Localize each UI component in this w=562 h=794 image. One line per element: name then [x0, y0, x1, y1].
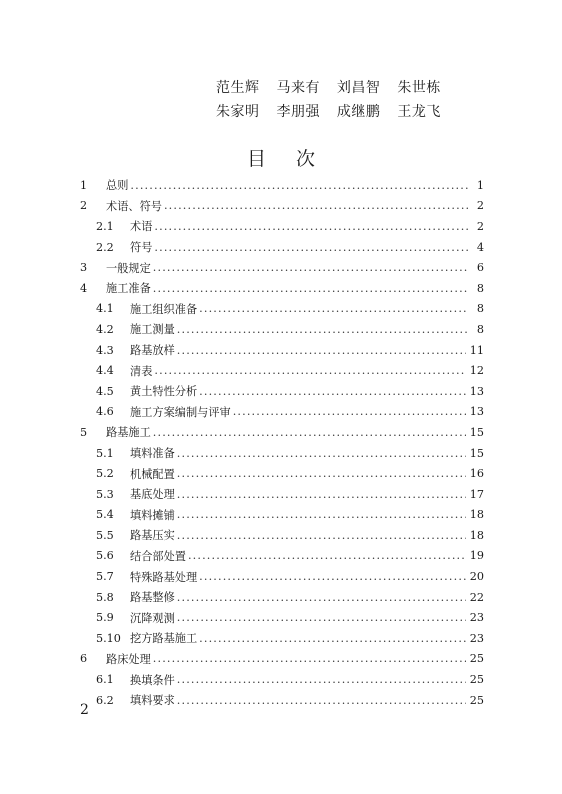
toc-entry-page: 23 — [469, 631, 484, 645]
toc-entry-number: 2.1 — [96, 219, 114, 233]
toc-entry-title: 填料要求 — [130, 694, 175, 708]
toc-entry-number: 5.10 — [96, 631, 121, 645]
author-name: 朱世栋 — [397, 80, 441, 96]
toc-entry[interactable] — [80, 278, 484, 299]
toc-entry-number: 6 — [80, 652, 88, 666]
toc-entry-number: 5.2 — [96, 467, 114, 481]
toc-leader-dots — [199, 632, 466, 645]
toc-entry-number: 3 — [80, 261, 88, 275]
toc-leader-dots — [177, 447, 466, 460]
toc-entry-title: 路基放样 — [130, 344, 175, 358]
toc-entry-title: 机械配置 — [130, 467, 175, 481]
toc-leader-dots — [177, 694, 466, 707]
toc-entry-title: 基底处理 — [130, 488, 175, 502]
toc-entry-page: 25 — [469, 673, 484, 687]
toc-leader-dots — [177, 591, 466, 604]
toc-leader-dots — [154, 220, 468, 233]
toc-entry-title: 沉降观测 — [130, 611, 175, 625]
toc-entry-title: 清表 — [130, 364, 153, 378]
toc-entry[interactable] — [80, 402, 484, 423]
toc-entry-page: 17 — [469, 487, 484, 501]
toc-entry-number: 4.3 — [96, 343, 114, 357]
toc-entry-number: 5.9 — [96, 611, 114, 625]
toc-entry-title: 路基压实 — [130, 529, 175, 543]
toc-entry-number: 5.7 — [96, 570, 114, 584]
author-name: 李朋强 — [276, 104, 320, 120]
author-line-2 — [216, 100, 453, 124]
toc-entry-number: 2.2 — [96, 240, 114, 254]
toc-entry-page: 20 — [469, 570, 484, 584]
toc-entry-page: 4 — [476, 240, 484, 254]
toc-entry-title: 一般规定 — [106, 261, 151, 275]
author-name: 范生辉 — [216, 80, 260, 96]
toc-entry-page: 8 — [476, 302, 484, 316]
toc-entry[interactable] — [80, 340, 484, 361]
toc-entry-title: 路基施工 — [106, 426, 151, 440]
toc-entry-number: 4.2 — [96, 322, 114, 336]
toc-entry-title: 术语 — [130, 220, 153, 234]
toc-entry-page: 2 — [476, 219, 484, 233]
toc-leader-dots — [177, 467, 466, 480]
page-number: 2 — [80, 702, 89, 718]
toc-leader-dots — [153, 282, 468, 295]
toc-entry[interactable] — [80, 360, 484, 381]
toc-leader-dots — [199, 570, 466, 583]
toc-entry-page: 6 — [476, 261, 484, 275]
toc-entry[interactable] — [80, 669, 484, 690]
toc-entry-title: 填料准备 — [130, 447, 175, 461]
toc-entry-page: 8 — [476, 281, 484, 295]
toc-entry-page: 12 — [469, 364, 484, 378]
toc-entry-number: 5.6 — [96, 549, 114, 563]
toc-entry-title: 总则 — [106, 179, 129, 193]
toc-leader-dots — [164, 199, 468, 212]
toc-leader-dots — [154, 241, 468, 254]
toc-leader-dots — [233, 405, 466, 418]
toc-leader-dots — [177, 508, 466, 521]
table-of-contents — [80, 175, 484, 710]
toc-leader-dots — [199, 302, 468, 315]
toc-entry-title: 施工方案编制与评审 — [130, 405, 231, 419]
author-name: 成继鹏 — [336, 104, 381, 120]
toc-entry-title: 换填条件 — [130, 673, 175, 687]
toc-entry-page: 15 — [469, 425, 484, 439]
toc-leader-dots — [154, 364, 465, 377]
toc-entry-title: 路床处理 — [106, 652, 151, 666]
toc-entry-title: 挖方路基施工 — [130, 632, 198, 646]
toc-leader-dots — [177, 529, 466, 542]
toc-entry-number: 4.4 — [96, 364, 114, 378]
toc-entry-page: 11 — [469, 343, 484, 357]
toc-entry-number: 5.8 — [96, 590, 114, 604]
toc-entry-number: 5 — [80, 425, 88, 439]
toc-entry-page: 23 — [469, 611, 484, 625]
toc-entry-page: 25 — [469, 693, 484, 707]
toc-entry-page: 15 — [469, 446, 484, 460]
toc-entry-number: 1 — [80, 178, 88, 192]
toc-entry[interactable] — [80, 505, 484, 526]
toc-entry[interactable] — [80, 216, 484, 237]
toc-entry-number: 5.1 — [96, 446, 114, 460]
toc-entry-number: 6.1 — [96, 673, 114, 687]
toc-entry-title: 结合部处置 — [130, 549, 186, 563]
author-name: 马来有 — [276, 80, 320, 96]
toc-leader-dots — [130, 179, 468, 192]
toc-entry-page: 8 — [476, 322, 484, 336]
toc-entry-page: 19 — [469, 549, 484, 563]
author-name: 刘昌智 — [336, 80, 381, 96]
toc-entry-page: 22 — [469, 590, 484, 604]
toc-leader-dots — [153, 261, 468, 274]
toc-entry[interactable] — [80, 484, 484, 505]
author-list — [216, 76, 453, 124]
toc-entry[interactable] — [80, 649, 484, 670]
toc-entry-number: 5.4 — [96, 508, 114, 522]
toc-entry-number: 4.1 — [96, 302, 114, 316]
toc-entry[interactable] — [80, 607, 484, 628]
toc-leader-dots — [153, 426, 466, 439]
toc-entry-title: 填料摊铺 — [130, 508, 175, 522]
toc-leader-dots — [153, 652, 466, 665]
toc-entry[interactable] — [80, 566, 484, 587]
toc-leader-dots — [177, 323, 468, 336]
toc-entry-title: 路基整修 — [130, 591, 175, 605]
toc-entry-number: 2 — [80, 199, 88, 213]
toc-entry[interactable] — [80, 299, 484, 320]
toc-entry[interactable] — [80, 546, 484, 567]
toc-entry-number: 4.6 — [96, 405, 114, 419]
toc-entry-title: 施工准备 — [106, 282, 151, 296]
toc-leader-dots — [188, 549, 466, 562]
toc-leader-dots — [177, 488, 466, 501]
toc-entry-page: 18 — [469, 508, 484, 522]
toc-entry-title: 施工测量 — [130, 323, 175, 337]
toc-entry[interactable] — [80, 443, 484, 464]
toc-entry[interactable] — [80, 628, 484, 649]
toc-entry-page: 18 — [469, 528, 484, 542]
toc-entry-page: 13 — [469, 405, 484, 419]
toc-entry[interactable] — [80, 257, 484, 278]
toc-entry[interactable] — [80, 525, 484, 546]
toc-entry-title: 黄土特性分析 — [130, 385, 198, 399]
toc-entry-title: 施工组织准备 — [130, 302, 198, 316]
toc-entry-page: 25 — [469, 652, 484, 666]
toc-leader-dots — [177, 673, 466, 686]
toc-entry[interactable] — [80, 237, 484, 258]
toc-leader-dots — [177, 344, 466, 357]
toc-entry-title: 特殊路基处理 — [130, 570, 198, 584]
toc-entry-number: 5.3 — [96, 487, 114, 501]
toc-leader-dots — [199, 385, 466, 398]
toc-title: 目 次 — [246, 148, 328, 170]
toc-entry-page: 2 — [476, 199, 484, 213]
toc-leader-dots — [177, 611, 466, 624]
toc-entry-number: 4.5 — [96, 384, 114, 398]
toc-entry[interactable] — [80, 422, 484, 443]
toc-entry-page: 16 — [469, 467, 484, 481]
toc-entry-title: 符号 — [130, 241, 153, 255]
author-line-1 — [216, 76, 453, 100]
toc-entry[interactable] — [80, 319, 484, 340]
toc-entry[interactable] — [80, 463, 484, 484]
author-name: 王龙飞 — [397, 104, 441, 120]
toc-entry[interactable] — [80, 690, 484, 711]
author-name: 朱家明 — [216, 104, 260, 120]
toc-entry-title: 术语、符号 — [106, 199, 162, 213]
toc-entry[interactable] — [80, 587, 484, 608]
toc-entry-number: 5.5 — [96, 528, 114, 542]
toc-entry-page: 1 — [476, 178, 484, 192]
toc-entry[interactable] — [80, 175, 484, 196]
toc-entry-page: 13 — [469, 384, 484, 398]
toc-entry[interactable] — [80, 381, 484, 402]
toc-entry-number: 4 — [80, 281, 88, 295]
toc-entry-number: 6.2 — [96, 693, 114, 707]
toc-entry[interactable] — [80, 196, 484, 217]
